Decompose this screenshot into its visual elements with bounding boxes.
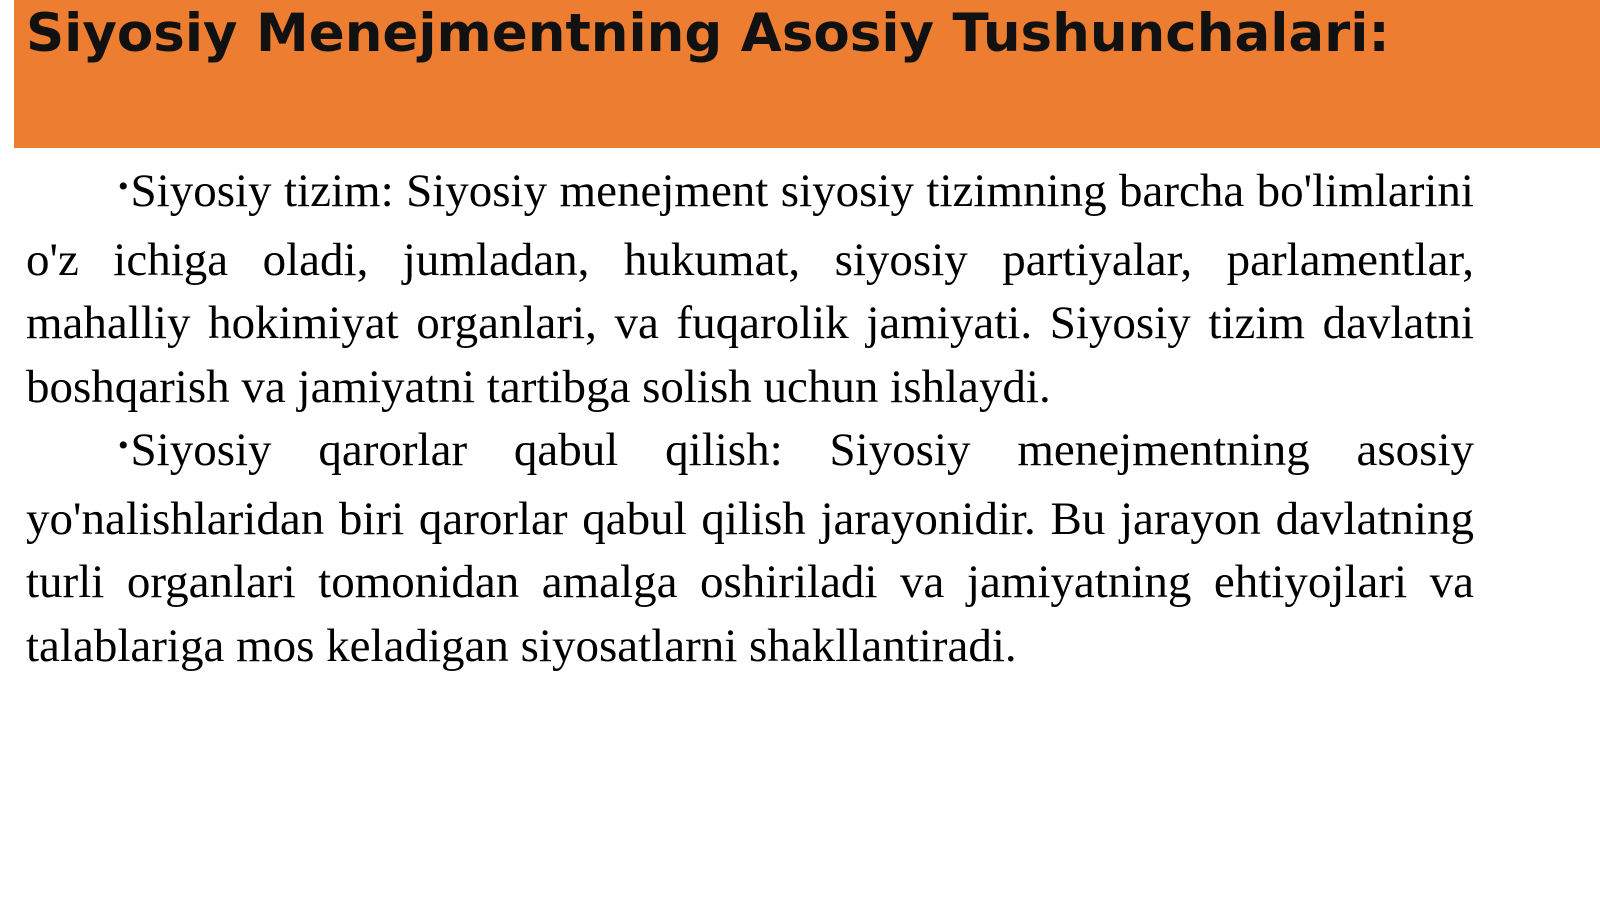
slide-title: Siyosiy Menejmentning Asosiy Tushunchalari: [26, 3, 1390, 64]
paragraph-text: Siyosiy tizim: Siyosiy menejment siyosiy tizimning barcha bo'limlarini o'z ichiga oladi, jumladan, hukumat, siyosiy partiyalar, parlamentlar, mahalliy hokimiyat organlari, va fuqarolik jamiyati. Siyosiy tizim davlatni boshqarish va jamiyatni tartibga solish uchun ishlaydi. [26, 165, 1474, 413]
paragraph-text: Siyosiy qarorlar qabul qilish: Siyosiy menejmentning asosiy yo'nalishlaridan biri qarorlar qabul qilish jarayonidir. Bu jarayon davlatning turli organlari tomonidan amalga oshiriladi va jamiyatning ehtiyojlari va talablariga mos keladigan siyosatlarni shakllantiradi. [26, 424, 1474, 672]
bullet-icon: • [118, 170, 129, 203]
bullet-paragraph-political-system [26, 160, 1474, 419]
bullet-icon: • [118, 429, 129, 462]
bullet-paragraph-decision-making [26, 419, 1474, 678]
title-banner [14, 0, 1600, 148]
slide-body [26, 160, 1474, 678]
